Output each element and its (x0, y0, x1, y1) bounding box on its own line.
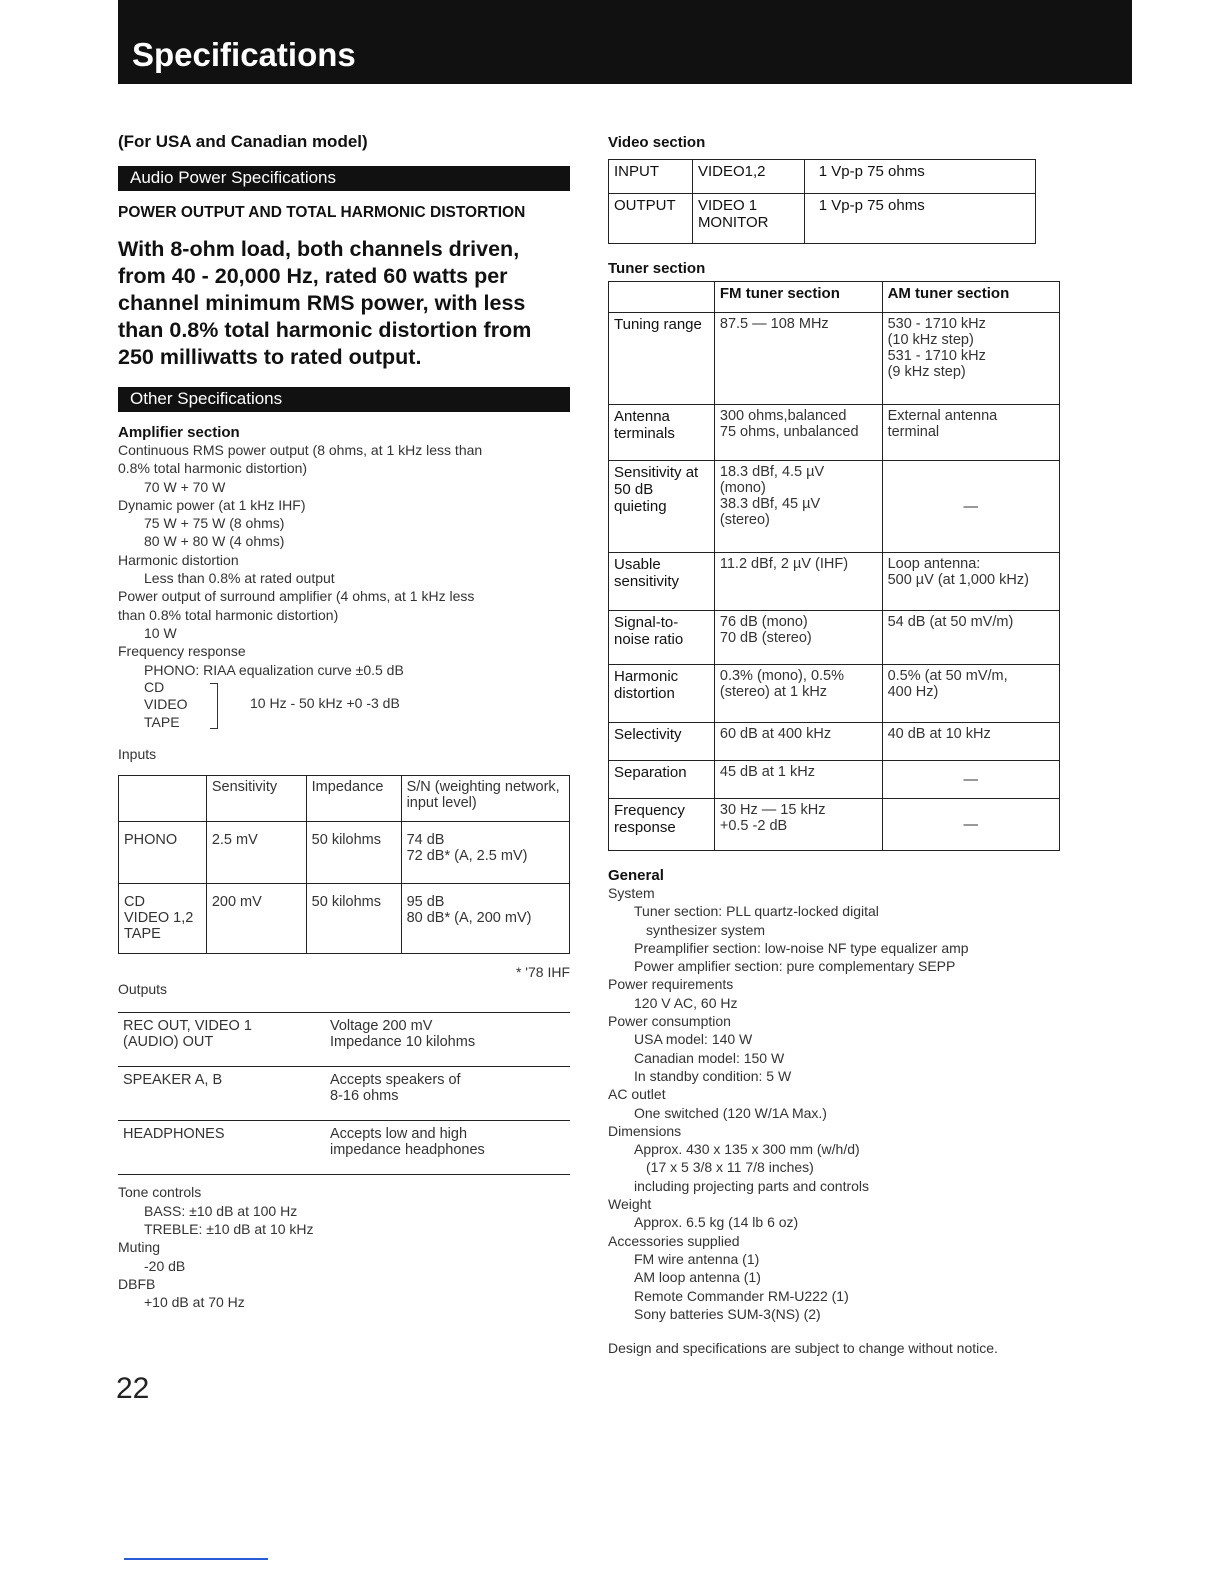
table-cell: 1 Vp-p 75 ohms (804, 194, 1035, 244)
tone-line: -20 dB (144, 1257, 186, 1274)
table-header-cell: Sensitivity (206, 776, 306, 822)
general-line: One switched (120 W/1A Max.) (634, 1104, 827, 1121)
power-output-subheading: POWER OUTPUT AND TOTAL HARMONIC DISTORTION (118, 204, 526, 221)
bottom-rule (124, 1558, 268, 1560)
table-cell: Antenna terminals (609, 405, 715, 461)
table-cell: 50 kilohms (306, 822, 401, 884)
table-header-cell (119, 776, 207, 822)
table-cell: SPEAKER A, B (118, 1067, 325, 1121)
general-line: Power amplifier section: pure complementary SEPP (634, 958, 956, 975)
table-cell: 40 dB at 10 kHz (882, 723, 1059, 761)
general-line: synthesizer system (646, 921, 766, 938)
table-row (119, 884, 570, 954)
table-cell: Selectivity (609, 723, 715, 761)
tone-line: TREBLE: ±10 dB at 10 kHz (144, 1221, 314, 1238)
table-cell: 60 dB at 400 kHz (714, 723, 882, 761)
table-header-cell: S/N (weighting network, input level) (401, 776, 569, 822)
page-title: Specifications (132, 36, 356, 73)
table-cell: 76 dB (mono) 70 dB (stereo) (714, 611, 882, 665)
table-row (609, 553, 1060, 611)
table-row (119, 822, 570, 884)
table-cell: 95 dB 80 dB* (A, 200 mV) (401, 884, 569, 954)
amp-line: 10 W (144, 624, 177, 641)
amp-line: PHONO: RIAA equalization curve ±0.5 dB (144, 661, 404, 678)
freq-group-labels (144, 679, 188, 732)
freq-group-label: TAPE (144, 713, 180, 730)
page-number: 22 (116, 1372, 150, 1405)
table-header-row (119, 776, 570, 822)
ihf-note: * '78 IHF (515, 964, 570, 981)
header-bar (118, 0, 1132, 84)
table-cell: OUTPUT (609, 194, 693, 244)
general-line: Canadian model: 150 W (634, 1049, 785, 1066)
general-line: Sony batteries SUM-3(NS) (2) (634, 1305, 821, 1322)
table-cell: Usable sensitivity (609, 553, 715, 611)
other-specs-heading: Other Specifications (118, 387, 570, 412)
general-line: Power consumption (608, 1013, 731, 1030)
power-statement: With 8-ohm load, both channels driven, from 40 - 20,000 Hz, rated 60 watts per channel minimum RMS power, with less than 0.8% total harmonic distortion from 250 milliwatts to rated output. (118, 237, 532, 369)
tone-line: BASS: ±10 dB at 100 Hz (144, 1202, 298, 1219)
amp-line: 80 W + 80 W (4 ohms) (144, 533, 285, 550)
table-cell: Accepts low and high impedance headphones (325, 1121, 570, 1175)
general-line: Power requirements (608, 976, 734, 993)
table-header-cell: AM tuner section (882, 282, 1059, 313)
general-line: AC outlet (608, 1086, 666, 1103)
general-section-title: General (608, 867, 664, 884)
general-line: USA model: 140 W (634, 1031, 753, 1048)
amp-line: 75 W + 75 W (8 ohms) (144, 515, 285, 532)
table-cell: 1 Vp-p 75 ohms (804, 160, 1035, 194)
freq-group-label: CD (144, 678, 165, 695)
tone-line: DBFB (118, 1275, 156, 1292)
freq-group-value (250, 695, 400, 711)
table-row (609, 405, 1060, 461)
general-line: AM loop antenna (1) (634, 1269, 761, 1286)
table-cell: 0.3% (mono), 0.5% (stereo) at 1 kHz (714, 665, 882, 723)
table-row (118, 1121, 570, 1175)
freq-group-label: VIDEO (144, 696, 188, 713)
general-line: 120 V AC, 60 Hz (634, 994, 738, 1011)
table-cell: CD VIDEO 1,2 TAPE (119, 884, 207, 954)
table-cell: 300 ohms,balanced 75 ohms, unbalanced (714, 405, 882, 461)
freq-group-range: 10 Hz - 50 kHz (250, 694, 343, 711)
general-line: Approx. 6.5 kg (14 lb 6 oz) (634, 1214, 799, 1231)
table-row (609, 611, 1060, 665)
general-line: System (608, 885, 655, 901)
table-cell: — (882, 761, 1059, 799)
table-cell: REC OUT, VIDEO 1 (AUDIO) OUT (118, 1013, 325, 1067)
amp-line: Continuous RMS power output (8 ohms, at 1 kHz less than (118, 442, 483, 458)
table-header-row (609, 282, 1060, 313)
general-line: Remote Commander RM-U222 (1) (634, 1287, 849, 1304)
table-cell: Sensitivity at 50 dB quieting (609, 461, 715, 553)
general-line: In standby condition: 5 W (634, 1067, 792, 1084)
table-row (609, 723, 1060, 761)
table-cell: HEADPHONES (118, 1121, 325, 1175)
table-cell: — (882, 461, 1059, 553)
table-cell: Harmonic distortion (609, 665, 715, 723)
table-cell: Tuning range (609, 313, 715, 405)
table-cell: 74 dB 72 dB* (A, 2.5 mV) (401, 822, 569, 884)
tone-controls-list (118, 1183, 570, 1311)
general-line: Accessories supplied (608, 1232, 740, 1249)
outputs-table (118, 1012, 570, 1175)
tone-line: Tone controls (118, 1184, 202, 1201)
amplifier-section-title: Amplifier section (118, 424, 240, 441)
table-cell: 11.2 dBf, 2 µV (IHF) (714, 553, 882, 611)
table-cell: 54 dB (at 50 mV/m) (882, 611, 1059, 665)
general-line: Preamplifier section: low-noise NF type equalizer amp (634, 939, 969, 956)
amp-line: 70 W + 70 W (144, 478, 226, 495)
table-row (118, 1067, 570, 1121)
video-section-title: Video section (608, 134, 706, 151)
tuner-section-title: Tuner section (608, 260, 706, 277)
freq-group-tolerance: +0 -3 dB (346, 694, 400, 711)
model-note: (For USA and Canadian model) (118, 132, 368, 151)
general-line: Weight (608, 1196, 652, 1213)
general-line: Approx. 430 x 135 x 300 mm (w/h/d) (634, 1141, 860, 1158)
table-cell: Voltage 200 mV Impedance 10 kilohms (325, 1013, 570, 1067)
amp-line: Power output of surround amplifier (4 ohms, at 1 kHz less (118, 588, 475, 605)
general-line: including projecting parts and controls (634, 1177, 870, 1194)
tone-line: Muting (118, 1239, 161, 1256)
amp-line: Dynamic power (at 1 kHz IHF) (118, 496, 306, 513)
general-line: FM wire antenna (1) (634, 1250, 760, 1267)
table-cell: Frequency response (609, 799, 715, 851)
audio-power-heading: Audio Power Specifications (118, 166, 570, 191)
table-cell: 50 kilohms (306, 884, 401, 954)
video-table (608, 159, 1036, 244)
table-cell: Signal-to- noise ratio (609, 611, 715, 665)
table-cell: External antenna terminal (882, 405, 1059, 461)
amp-line: Harmonic distortion (118, 551, 239, 568)
table-cell: 18.3 dBf, 4.5 µV (mono) 38.3 dBf, 45 µV (stereo) (714, 461, 882, 553)
inputs-table (118, 775, 570, 954)
table-cell: VIDEO 1 MONITOR (692, 194, 804, 244)
table-header-cell: FM tuner section (714, 282, 882, 313)
table-header-cell: Impedance (306, 776, 401, 822)
table-cell: 0.5% (at 50 mV/m, 400 Hz) (882, 665, 1059, 723)
right-column (608, 134, 1068, 1357)
left-column (118, 132, 570, 1312)
bracket-shape (210, 683, 218, 729)
table-row (118, 1013, 570, 1067)
table-cell: 2.5 mV (206, 822, 306, 884)
table-row (609, 313, 1060, 405)
tuner-table (608, 281, 1060, 851)
table-row (609, 665, 1060, 723)
general-line: (17 x 5 3/8 x 11 7/8 inches) (646, 1159, 814, 1176)
table-cell: 530 - 1710 kHz (10 kHz step) 531 - 1710 kHz (9 kHz step) (882, 313, 1059, 405)
amp-line: than 0.8% total harmonic distortion) (118, 606, 339, 623)
table-cell: 87.5 — 108 MHz (714, 313, 882, 405)
tone-line: +10 dB at 70 Hz (144, 1294, 245, 1311)
inputs-label: Inputs (118, 745, 157, 762)
table-row (609, 461, 1060, 553)
disclaimer: Design and specifications are subject to change without notice. (608, 1340, 998, 1357)
table-cell: Accepts speakers of 8-16 ohms (325, 1067, 570, 1121)
table-cell: PHONO (119, 822, 207, 884)
table-cell: 45 dB at 1 kHz (714, 761, 882, 799)
amplifier-spec-list (118, 441, 570, 679)
table-cell: 30 Hz — 15 kHz +0.5 -2 dB (714, 799, 882, 851)
outputs-label: Outputs (118, 981, 168, 998)
general-spec-list (608, 884, 1068, 1323)
amp-line: Frequency response (118, 643, 246, 660)
table-cell: — (882, 799, 1059, 851)
table-cell: 200 mV (206, 884, 306, 954)
freq-response-group (118, 679, 570, 733)
table-row (609, 799, 1060, 851)
general-line: Dimensions (608, 1122, 682, 1139)
table-row (609, 160, 1036, 194)
table-header-cell (609, 282, 715, 313)
table-row (609, 194, 1036, 244)
table-cell: VIDEO1,2 (692, 160, 804, 194)
table-row (609, 761, 1060, 799)
table-cell: Loop antenna: 500 µV (at 1,000 kHz) (882, 553, 1059, 611)
amp-line: Less than 0.8% at rated output (144, 570, 335, 587)
amp-line: 0.8% total harmonic distortion) (118, 460, 308, 477)
general-line: Tuner section: PLL quartz-locked digital (634, 903, 879, 920)
table-cell: Separation (609, 761, 715, 799)
table-cell: INPUT (609, 160, 693, 194)
